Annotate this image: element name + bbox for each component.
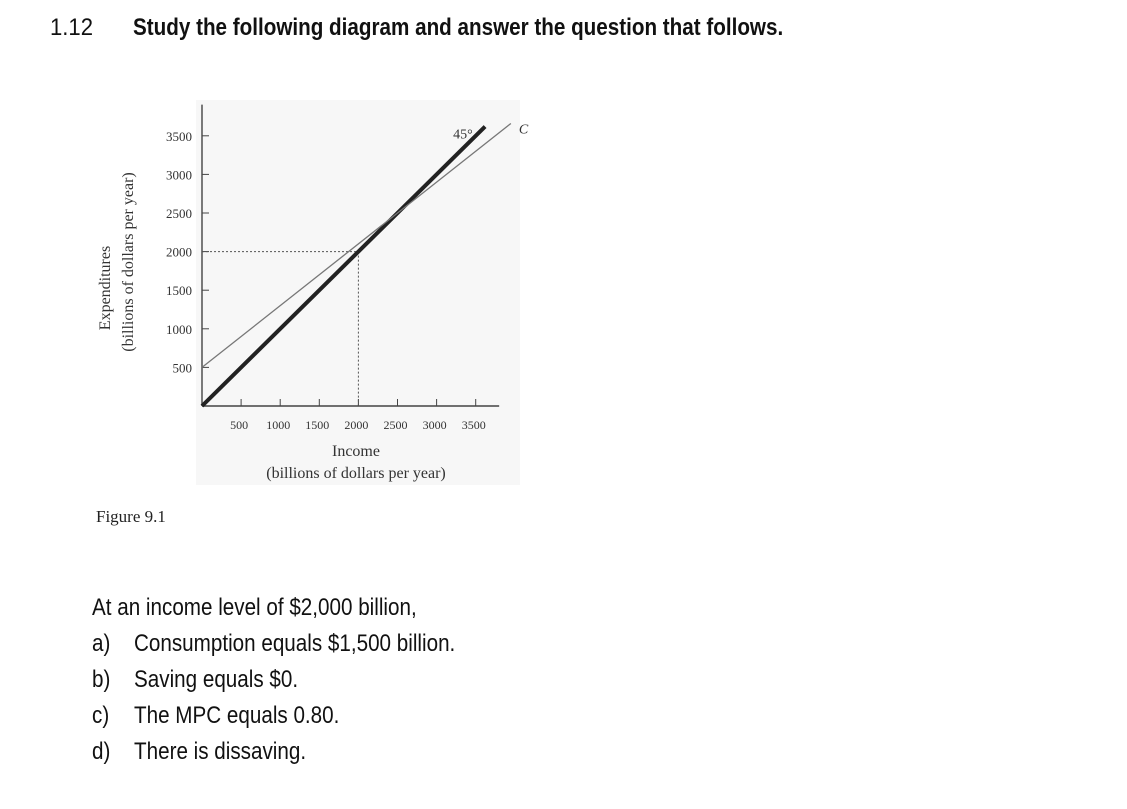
question-number: 1.12: [50, 14, 93, 41]
y-tick-label: 2000: [166, 244, 192, 260]
option-text: There is dissaving.: [134, 738, 307, 765]
y-axis-subtitle: (billions of dollars per year): [120, 172, 137, 352]
x-tick-label: 2500: [383, 418, 408, 432]
question-stem: At an income level of $2,000 billion,: [92, 594, 417, 621]
y-tick-label: 3500: [166, 128, 192, 144]
y-tick-label: 3000: [166, 167, 192, 183]
option-label: b): [92, 666, 111, 693]
y-tick-label: 500: [172, 360, 192, 376]
option-label: c): [92, 702, 110, 729]
series-label-45: 45°: [453, 127, 473, 143]
y-axis-title: Expenditures: [97, 245, 114, 331]
option-label: d): [92, 738, 111, 765]
series-label-c: C: [518, 122, 529, 138]
option-text: Consumption equals $1,500 billion.: [134, 630, 456, 657]
x-tick-label: 3000: [422, 418, 447, 432]
option-label: a): [92, 630, 111, 657]
y-tick-label: 1500: [166, 283, 192, 299]
x-tick-label: 500: [230, 418, 249, 432]
figure-caption: Figure 9.1: [96, 507, 166, 526]
x-tick-label: 3500: [461, 418, 486, 432]
x-axis-subtitle: (billions of dollars per year): [266, 465, 446, 482]
x-tick-label: 1000: [266, 418, 291, 432]
option-text: The MPC equals 0.80.: [134, 702, 340, 729]
option-text: Saving equals $0.: [134, 666, 299, 693]
y-tick-label: 1000: [166, 321, 192, 337]
x-axis-title: Income: [332, 443, 380, 460]
y-tick-label: 2500: [166, 206, 192, 221]
x-tick-label: 2000: [344, 418, 369, 432]
x-tick-label: 1500: [305, 418, 330, 432]
question-title: Study the following diagram and answer the question that follows.: [133, 14, 784, 41]
